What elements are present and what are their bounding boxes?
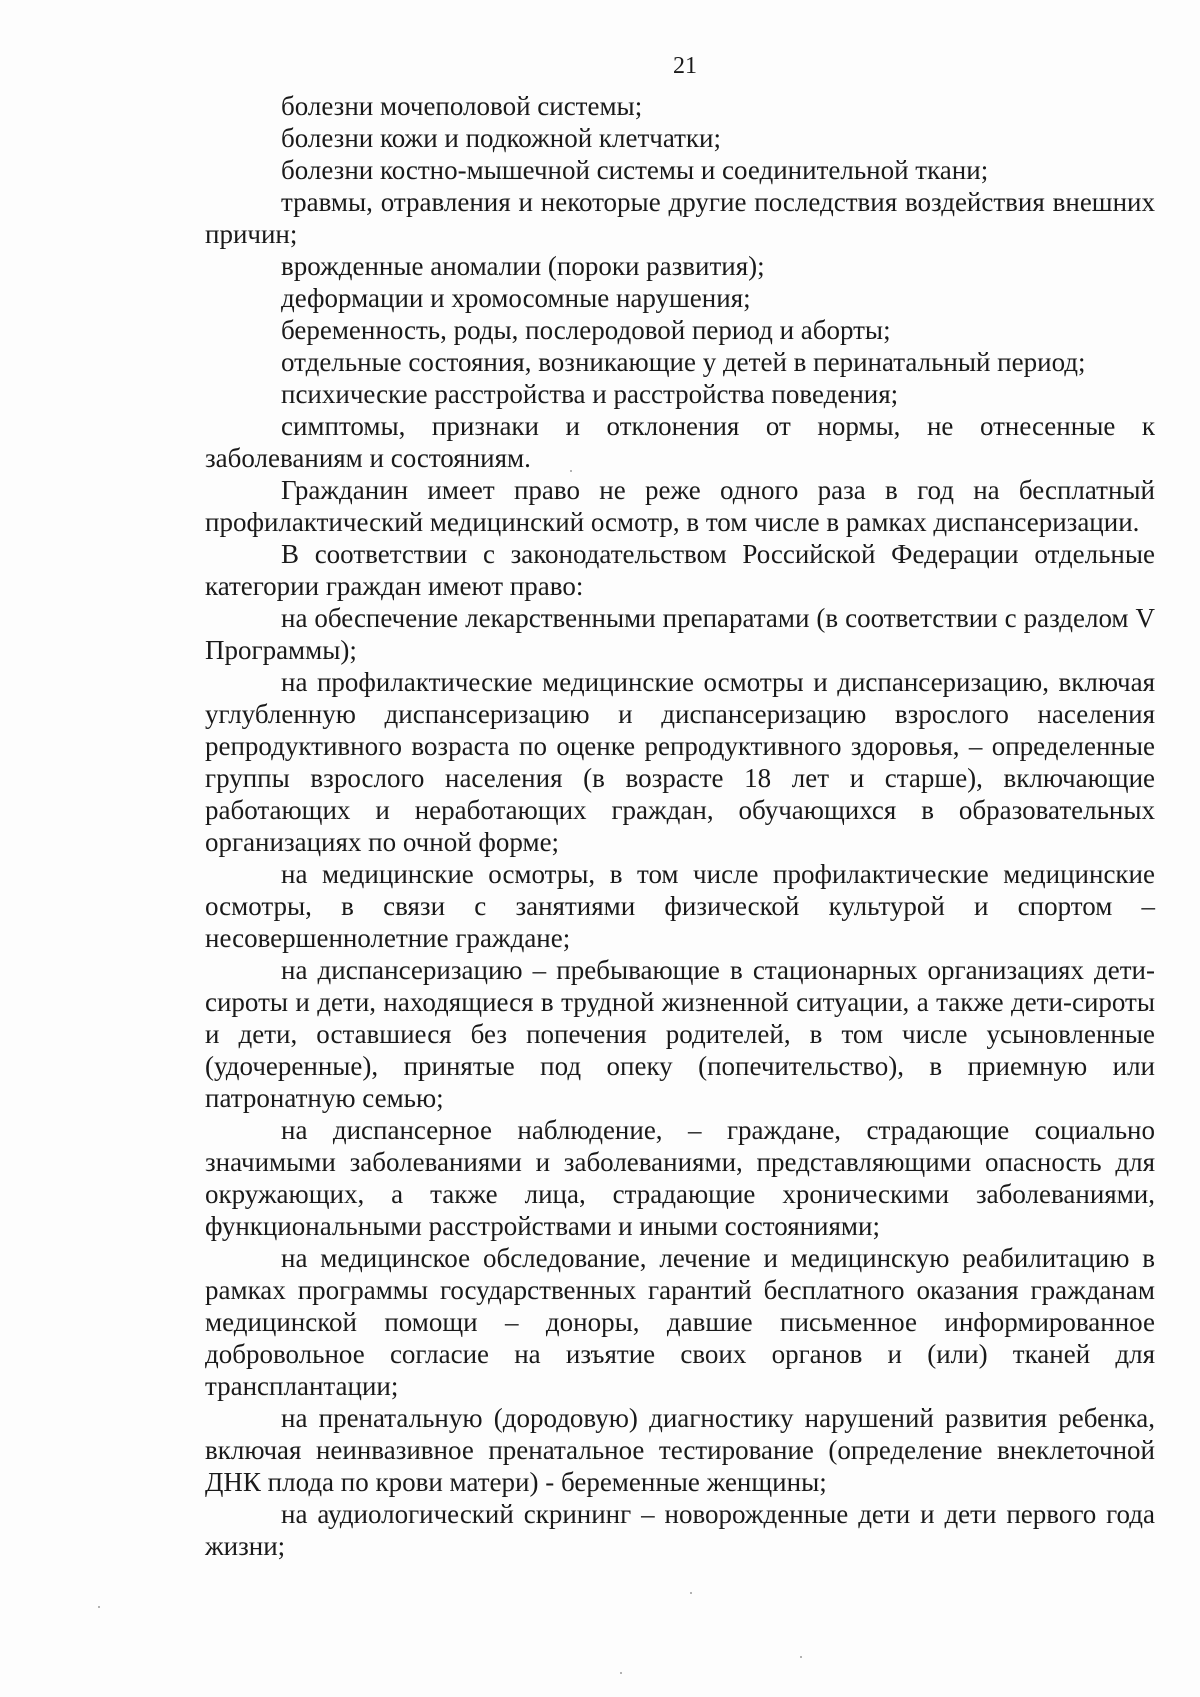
paragraph: на обеспечение лекарственными препаратами (в соответствии с разделом V Программы);: [205, 603, 1155, 665]
paragraph: врожденные аномалии (пороки развития);: [281, 251, 765, 281]
paragraph: на медицинское обследование, лечение и медицинскую реабилитацию в рамках программы государственных гарантий бесплатного оказания гражданам медицинской помощи – доноры, давшие письменное информированное добровольное согласие на изъятие своих органов и (или) тканей для трансплантации;: [205, 1243, 1155, 1401]
paragraph: на диспансерное наблюдение, – граждане, страдающие социально значимыми заболеваниями и заболеваниями, представляющими опасность для окружающих, а также лица, страдающие хроническими заболеваниями, функциональными расстройствами и иными состояниями;: [205, 1115, 1155, 1241]
paragraph: на аудиологический скрининг – новорожденные дети и дети первого года жизни;: [205, 1499, 1155, 1561]
scan-speck: [800, 1656, 802, 1658]
paragraph: деформации и хромосомные нарушения;: [281, 283, 751, 313]
paragraph: на медицинские осмотры, в том числе профилактические медицинские осмотры, в связи с занятиями физической культурой и спортом – несовершеннолетние граждане;: [205, 859, 1155, 953]
paragraph: болезни костно-мышечной системы и соединительной ткани;: [281, 155, 989, 185]
paragraph: травмы, отравления и некоторые другие последствия воздействия внешних причин;: [205, 187, 1155, 249]
document-body: [205, 90, 1155, 1562]
paragraph: Гражданин имеет право не реже одного раза в год на бесплатный профилактический медицинский осмотр, в том числе в рамках диспансеризации.: [205, 475, 1155, 537]
paragraph: В соответствии с законодательством Российской Федерации отдельные категории граждан имеют право:: [205, 539, 1155, 601]
scan-speck: [620, 1672, 622, 1674]
paragraph: на профилактические медицинские осмотры и диспансеризацию, включая углубленную диспансеризацию и диспансеризацию взрослого населения репродуктивного возраста по оценке репродуктивного здоровья, – определенные группы взрослого населения (в возрасте 18 лет и старше), включающие работающих и неработающих граждан, обучающихся в образовательных организациях по очной форме;: [205, 667, 1155, 857]
paragraph: отдельные состояния, возникающие у детей в перинатальный период;: [281, 347, 1086, 377]
paragraph: болезни кожи и подкожной клетчатки;: [281, 123, 722, 153]
paragraph: на диспансеризацию – пребывающие в стационарных организациях дети-сироты и дети, находящиеся в трудной жизненной ситуации, а также дети-сироты и дети, оставшиеся без попечения родителей, в том числе усыновленные (удочеренные), принятые под опеку (попечительство), в приемную или патронатную семью;: [205, 955, 1155, 1113]
paragraph: беременность, роды, послеродовой период и аборты;: [281, 315, 891, 345]
paragraph: на пренатальную (дородовую) диагностику нарушений развития ребенка, включая неинвазивное пренатальное тестирование (определение внеклеточной ДНК плода по крови матери) - беременные женщины;: [205, 1403, 1155, 1497]
paragraph: психические расстройства и расстройства поведения;: [281, 379, 899, 409]
scan-speck: [98, 1606, 100, 1608]
scan-speck: [570, 470, 572, 472]
paragraph: болезни мочеполовой системы;: [281, 91, 643, 121]
scan-speck: [690, 1592, 692, 1594]
paragraph: симптомы, признаки и отклонения от нормы, не отнесенные к заболеваниям и состояниям.: [205, 411, 1155, 473]
page-number: 21: [673, 53, 697, 79]
